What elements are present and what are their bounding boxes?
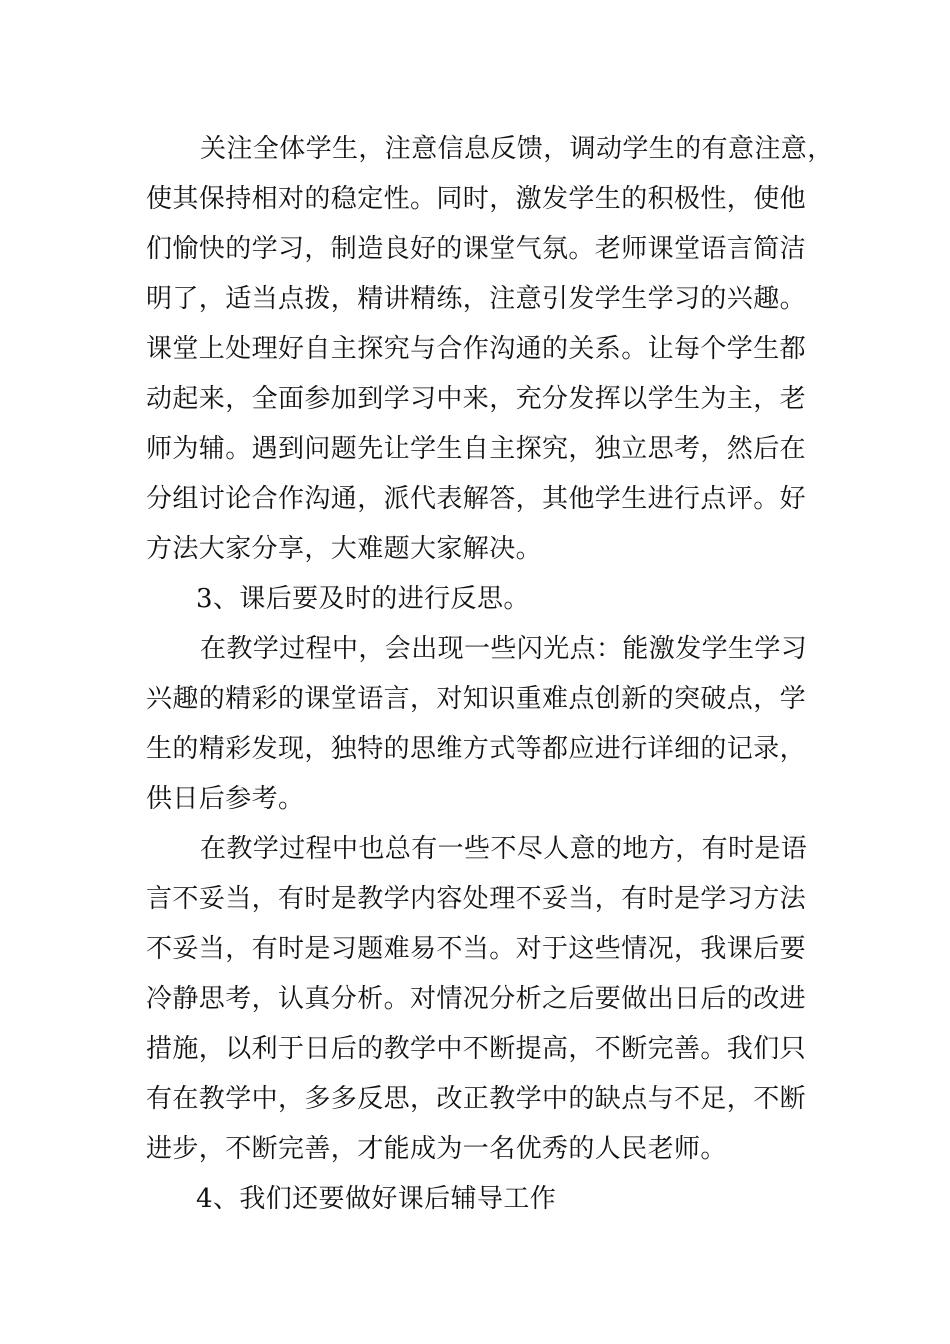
line-text: 4、我们还要做好课后辅导工作 — [196, 1184, 557, 1214]
text-line — [0, 1074, 950, 1124]
line-text: 不妥当，有时是习题难易不当。对于这些情况，我课后要 — [146, 934, 807, 964]
line-text: 有在教学中，多多反思，改正教学中的缺点与不足，不断 — [146, 1084, 807, 1114]
text-line — [0, 174, 950, 224]
line-text: 动起来，全面参加到学习中来，充分发挥以学生为主，老 — [146, 384, 807, 414]
text-line — [0, 1024, 950, 1074]
line-text: 冷静思考，认真分析。对情况分析之后要做出日后的改进 — [146, 984, 807, 1014]
text-line — [0, 724, 950, 774]
text-line — [0, 674, 950, 724]
text-line — [0, 424, 950, 474]
text-line — [0, 1124, 950, 1174]
text-line — [0, 324, 950, 374]
line-text: 分组讨论合作沟通，派代表解答，其他学生进行点评。好 — [146, 484, 807, 514]
section-heading — [0, 574, 950, 624]
line-text: 兴趣的精彩的课堂语言，对知识重难点创新的突破点，学 — [146, 684, 807, 714]
text-line — [0, 524, 950, 574]
text-line — [0, 824, 950, 874]
text-line — [0, 124, 950, 174]
line-text: 师为辅。遇到问题先让学生自主探究，独立思考，然后在 — [146, 434, 807, 464]
line-text: 明了，适当点拨，精讲精练，注意引发学生学习的兴趣。 — [146, 284, 807, 314]
line-text: 生的精彩发现，独特的思维方式等都应进行详细的记录， — [146, 734, 807, 764]
line-text: 在教学过程中，会出现一些闪光点：能激发学生学习 — [200, 634, 808, 664]
line-text: 3、课后要及时的进行反思。 — [196, 584, 530, 614]
line-text: 关注全体学生，注意信息反馈，调动学生的有意注意， — [200, 134, 834, 164]
line-text: 进步，不断完善，才能成为一名优秀的人民老师。 — [146, 1134, 727, 1164]
text-line — [0, 224, 950, 274]
line-text: 供日后参考。 — [146, 784, 305, 814]
text-line — [0, 974, 950, 1024]
text-line — [0, 624, 950, 674]
line-text: 措施，以利于日后的教学中不断提高，不断完善。我们只 — [146, 1034, 807, 1064]
text-line — [0, 474, 950, 524]
line-text: 方法大家分享，大难题大家解决。 — [146, 534, 543, 564]
line-text: 言不妥当，有时是教学内容处理不妥当，有时是学习方法 — [146, 884, 807, 914]
text-line — [0, 374, 950, 424]
text-line — [0, 274, 950, 324]
section-heading — [0, 1174, 950, 1224]
text-line — [0, 874, 950, 924]
text-line — [0, 774, 950, 824]
text-line — [0, 924, 950, 974]
line-text: 在教学过程中也总有一些不尽人意的地方，有时是语 — [200, 834, 808, 864]
line-text: 课堂上处理好自主探究与合作沟通的关系。让每个学生都 — [146, 334, 807, 364]
line-text: 使其保持相对的稳定性。同时，激发学生的积极性，使他 — [146, 184, 807, 214]
line-text: 们愉快的学习，制造良好的课堂气氛。老师课堂语言简洁 — [146, 234, 807, 264]
